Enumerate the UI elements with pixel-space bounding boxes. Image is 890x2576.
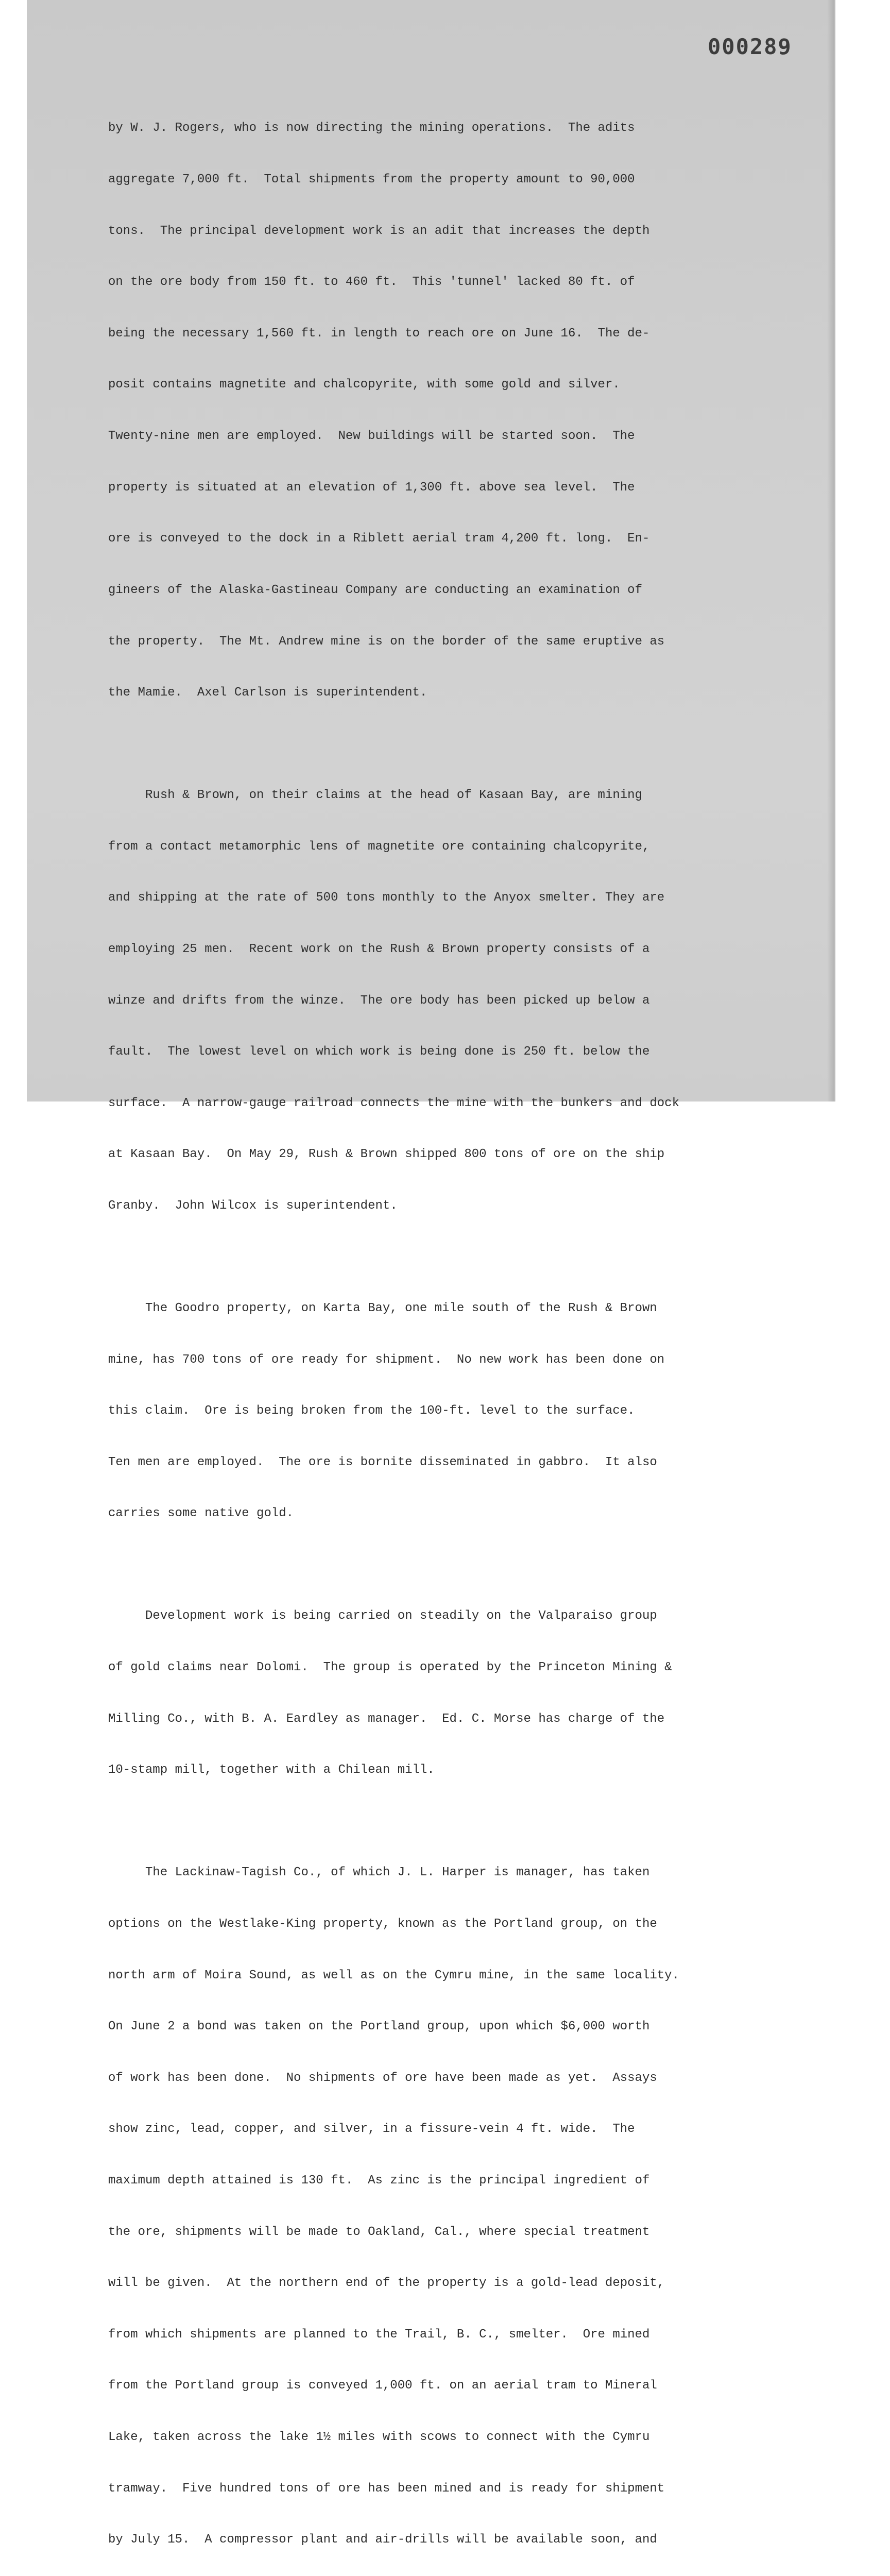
text-line: 10-stamp mill, together with a Chilean mill. xyxy=(108,1763,435,1777)
text-line: maximum depth attained is 130 ft. As zinc is the principal ingredient of xyxy=(108,2173,650,2188)
text-line: Twenty-nine men are employed. New buildings will be started soon. The xyxy=(108,429,635,444)
body-text xyxy=(108,86,798,2576)
text-line: will be given. At the northern end of the property is a gold-lead deposit, xyxy=(108,2276,665,2291)
text-line: and shipping at the rate of 500 tons monthly to the Anyox smelter. They are xyxy=(108,891,665,905)
text-line: by July 15. A compressor plant and air-drills will be available soon, and xyxy=(108,2533,657,2547)
paragraph-mt-andrew xyxy=(108,86,798,736)
document-page xyxy=(27,0,834,2547)
text-line: this claim. Ore is being broken from the 100-ft. level to the surface. xyxy=(108,1404,635,1418)
text-line: employing 25 men. Recent work on the Rush & Brown property consists of a xyxy=(108,942,650,956)
text-line: surface. A narrow-gauge railroad connects the mine with the bunkers and dock xyxy=(108,1096,679,1110)
text-line: winze and drifts from the winze. The ore body has been picked up below a xyxy=(108,993,650,1008)
text-line: Development work is being carried on steadily on the Valparaiso group xyxy=(108,1609,657,1623)
text-line: property is situated at an elevation of 1,300 ft. above sea level. The xyxy=(108,480,635,495)
text-line: posit contains magnetite and chalcopyrite, with some gold and silver. xyxy=(108,378,620,392)
text-line: carries some native gold. xyxy=(108,1506,294,1521)
text-line: of gold claims near Dolomi. The group is operated by the Princeton Mining & xyxy=(108,1660,672,1675)
text-line: on the ore body from 150 ft. to 460 ft. This 'tunnel' lacked 80 ft. of xyxy=(108,275,635,290)
text-line: at Kasaan Bay. On May 29, Rush & Brown shipped 800 tons of ore on the ship xyxy=(108,1147,665,1162)
text-line: of work has been done. No shipments of ore have been made as yet. Assays xyxy=(108,2071,657,2085)
text-line: On June 2 a bond was taken on the Portland group, upon which $6,000 worth xyxy=(108,2020,650,2034)
text-line: options on the Westlake-King property, known as the Portland group, on the xyxy=(108,1917,657,1931)
text-line: north arm of Moira Sound, as well as on the Cymru mine, in the same locality. xyxy=(108,1968,679,1982)
text-line: tramway. Five hundred tons of ore has been mined and is ready for shipment xyxy=(108,2481,665,2496)
text-line: Milling Co., with B. A. Eardley as manager. Ed. C. Morse has charge of the xyxy=(108,1711,665,1726)
text-line: from which shipments are planned to the Trail, B. C., smelter. Ore mined xyxy=(108,2327,650,2342)
text-line: show zinc, lead, copper, and silver, in a fissure-vein 4 ft. wide. The xyxy=(108,2122,635,2137)
text-line: Ten men are employed. The ore is bornite disseminated in gabbro. It also xyxy=(108,1455,657,1469)
text-line: Granby. John Wilcox is superintendent. xyxy=(108,1199,398,1213)
text-line: being the necessary 1,560 ft. in length to reach ore on June 16. The de- xyxy=(108,326,650,341)
text-line: aggregate 7,000 ft. Total shipments from the property amount to 90,000 xyxy=(108,173,635,187)
paragraph-valparaiso xyxy=(108,1573,798,1813)
paragraph-lackinaw-tagish xyxy=(108,1830,798,2576)
text-line: ore is conveyed to the dock in a Riblett aerial tram 4,200 ft. long. En- xyxy=(108,532,650,546)
text-line: from the Portland group is conveyed 1,000 ft. on an aerial tram to Mineral xyxy=(108,2379,657,2393)
text-line: tons. The principal development work is an adit that increases the depth xyxy=(108,224,650,238)
text-line: by W. J. Rogers, who is now directing the mining operations. The adits xyxy=(108,121,635,135)
paragraph-rush-brown xyxy=(108,753,798,1249)
text-line: from a contact metamorphic lens of magnetite ore containing chalcopyrite, xyxy=(108,839,650,854)
paragraph-goodro xyxy=(108,1266,798,1556)
text-line: gineers of the Alaska-Gastineau Company are conducting an examination of xyxy=(108,583,642,597)
text-line: the Mamie. Axel Carlson is superintendent. xyxy=(108,686,427,700)
page-number: 000289 xyxy=(708,34,792,59)
text-line: The Goodro property, on Karta Bay, one mile south of the Rush & Brown xyxy=(108,1301,657,1316)
text-line: the property. The Mt. Andrew mine is on the border of the same eruptive as xyxy=(108,634,665,649)
text-line: mine, has 700 tons of ore ready for shipment. No new work has been done on xyxy=(108,1352,665,1367)
text-line: Rush & Brown, on their claims at the head of Kasaan Bay, are mining xyxy=(108,788,642,803)
text-line: Lake, taken across the lake 1½ miles with scows to connect with the Cymru xyxy=(108,2430,650,2445)
text-line: The Lackinaw-Tagish Co., of which J. L. Harper is manager, has taken xyxy=(108,1866,650,1880)
text-line: fault. The lowest level on which work is being done is 250 ft. below the xyxy=(108,1045,650,1059)
page-edge-shadow xyxy=(827,0,834,1101)
text-line: the ore, shipments will be made to Oakland, Cal., where special treatment xyxy=(108,2225,650,2239)
